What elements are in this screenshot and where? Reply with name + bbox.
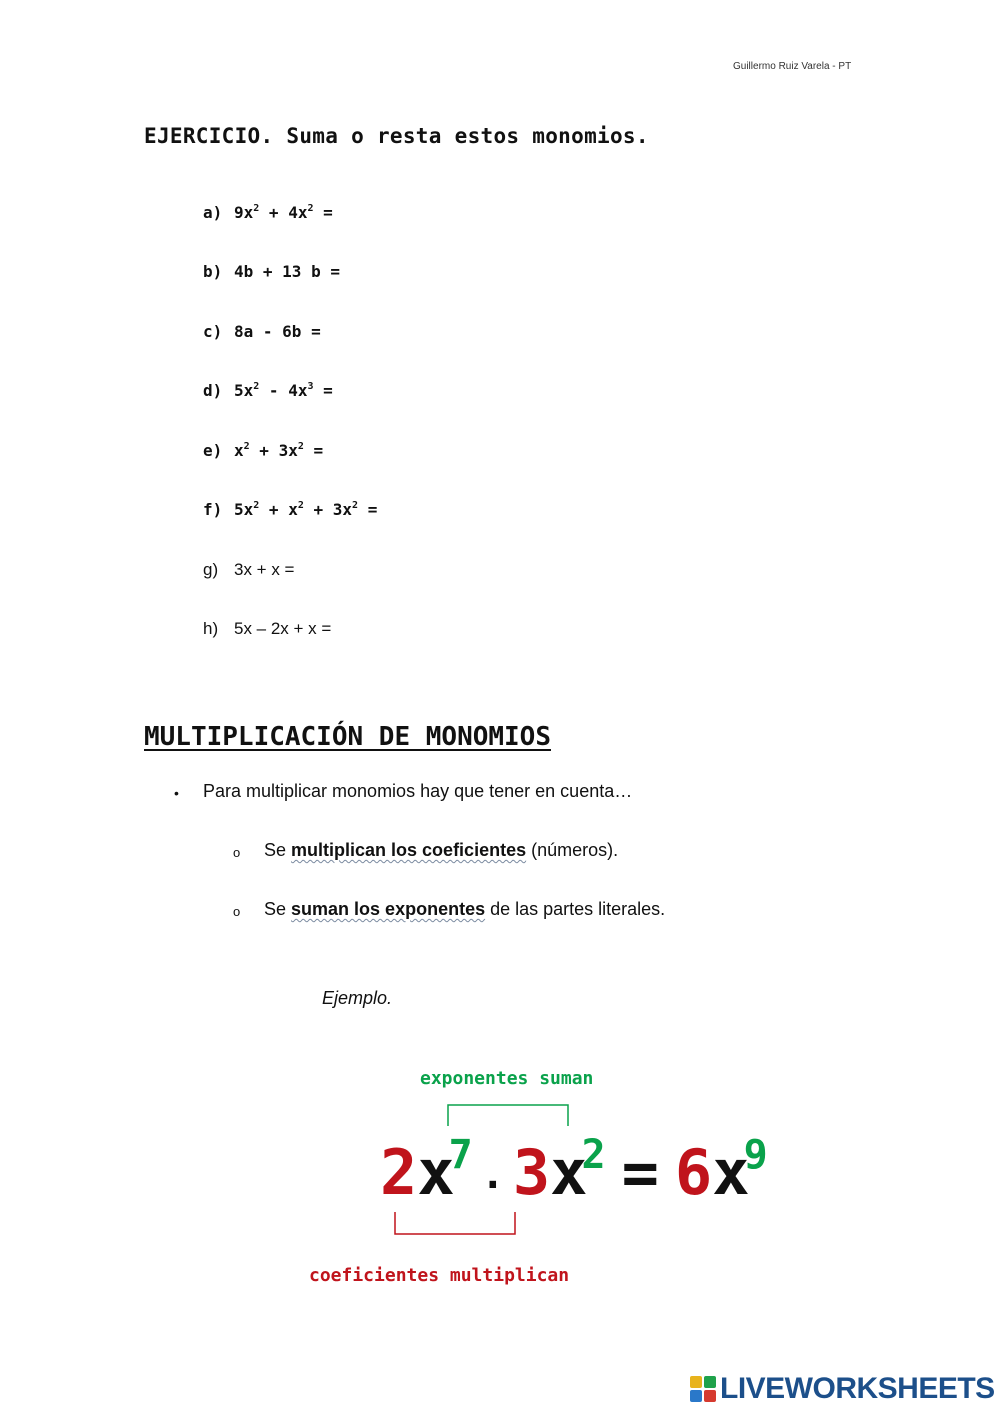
coefficient-2: 3 <box>512 1136 551 1209</box>
item-exponent: 2 <box>243 441 250 452</box>
item-letter: e) <box>203 441 223 460</box>
item-exponent: 2 <box>352 500 359 511</box>
sub-bullet-coefficients <box>264 840 618 861</box>
logo-text: LIVEWORKSHEETS <box>720 1372 995 1405</box>
item-expression: = <box>313 381 333 400</box>
variable-2: x <box>550 1136 588 1209</box>
item-letter: d) <box>203 381 223 400</box>
item-exponent: 3 <box>307 381 314 392</box>
sub-bullet-marker: o <box>233 904 241 919</box>
variable-1: x <box>417 1136 455 1209</box>
sub-emphasis: suman los exponentes <box>291 899 486 919</box>
item-expression: = <box>303 441 324 460</box>
section-title: MULTIPLICACIÓN DE MONOMIOS <box>144 722 551 752</box>
variable-result: x <box>712 1136 750 1209</box>
item-expression: - 4x <box>259 381 308 400</box>
item-expression: + 3x <box>249 441 298 460</box>
item-expression: + 3x <box>303 500 353 519</box>
item-expression: = <box>358 500 378 519</box>
item-expression: + 4x <box>259 203 308 222</box>
exercise-title: EJERCICIO. Suma o resta estos monomios. <box>144 124 649 148</box>
coefficients-bracket <box>385 1208 525 1242</box>
bullet-text: Para multiplicar monomios hay que tener en cuenta… <box>203 781 633 801</box>
item-letter: f) <box>203 500 223 519</box>
item-expression: 5x <box>234 381 254 400</box>
item-expression: 9x <box>234 203 254 222</box>
item-expression: 5x <box>234 500 254 519</box>
item-expression: = <box>313 203 333 222</box>
item-expression: x <box>234 441 244 460</box>
item-letter: c) <box>203 322 223 341</box>
exercise-item <box>203 203 333 227</box>
exponent-result: 9 <box>743 1132 768 1178</box>
sub-bullet-exponents <box>264 899 665 920</box>
item-exponent: 2 <box>307 203 314 214</box>
exponent-1: 7 <box>448 1132 473 1178</box>
item-exponent: 2 <box>253 381 260 392</box>
item-letter: h) <box>203 619 219 638</box>
author-header: Guillermo Ruiz Varela - PT <box>733 61 852 72</box>
exponent-2: 2 <box>581 1132 606 1178</box>
item-letter: g) <box>203 560 219 579</box>
equals-sign: = <box>621 1136 659 1209</box>
bullet-marker: • <box>174 785 179 801</box>
exercise-item <box>203 381 333 405</box>
item-expression: 4b + 13 b = <box>234 262 340 281</box>
exercise-item <box>203 560 294 584</box>
item-letter: b) <box>203 262 223 281</box>
liveworksheets-logo <box>690 1372 995 1406</box>
item-exponent: 2 <box>253 203 260 214</box>
example-label: Ejemplo. <box>322 988 393 1008</box>
sub-emphasis: multiplican los coeficientes <box>291 840 527 860</box>
exercise-item <box>203 322 321 346</box>
exercise-item <box>203 619 331 643</box>
coefficients-annotation: coeficientes multiplican <box>309 1265 570 1286</box>
item-exponent: 2 <box>297 441 304 452</box>
example-formula <box>380 1132 768 1209</box>
exercise-item <box>203 500 377 524</box>
item-expression: 8a - 6b = <box>234 322 321 341</box>
logo-mark-icon <box>690 1376 716 1402</box>
exponents-annotation: exponentes suman <box>420 1068 594 1089</box>
sub-prefix: Se <box>264 840 292 860</box>
coefficient-1: 2 <box>380 1136 418 1209</box>
item-letter: a) <box>203 203 223 222</box>
item-expression: 5x – 2x + x = <box>234 619 332 638</box>
item-exponent: 2 <box>253 500 260 511</box>
sub-suffix: (números). <box>526 840 619 860</box>
coefficient-result: 6 <box>674 1136 713 1209</box>
sub-suffix: de las partes literales. <box>485 899 666 919</box>
exponents-bracket <box>440 1100 580 1130</box>
item-expression: + x <box>259 500 298 519</box>
sub-prefix: Se <box>264 899 292 919</box>
item-expression: 3x + x = <box>234 560 295 579</box>
multiply-dot: . <box>480 1152 505 1198</box>
exercise-item <box>203 441 323 465</box>
item-exponent: 2 <box>297 500 304 511</box>
sub-bullet-marker: o <box>233 845 241 860</box>
exercise-item <box>203 262 340 286</box>
